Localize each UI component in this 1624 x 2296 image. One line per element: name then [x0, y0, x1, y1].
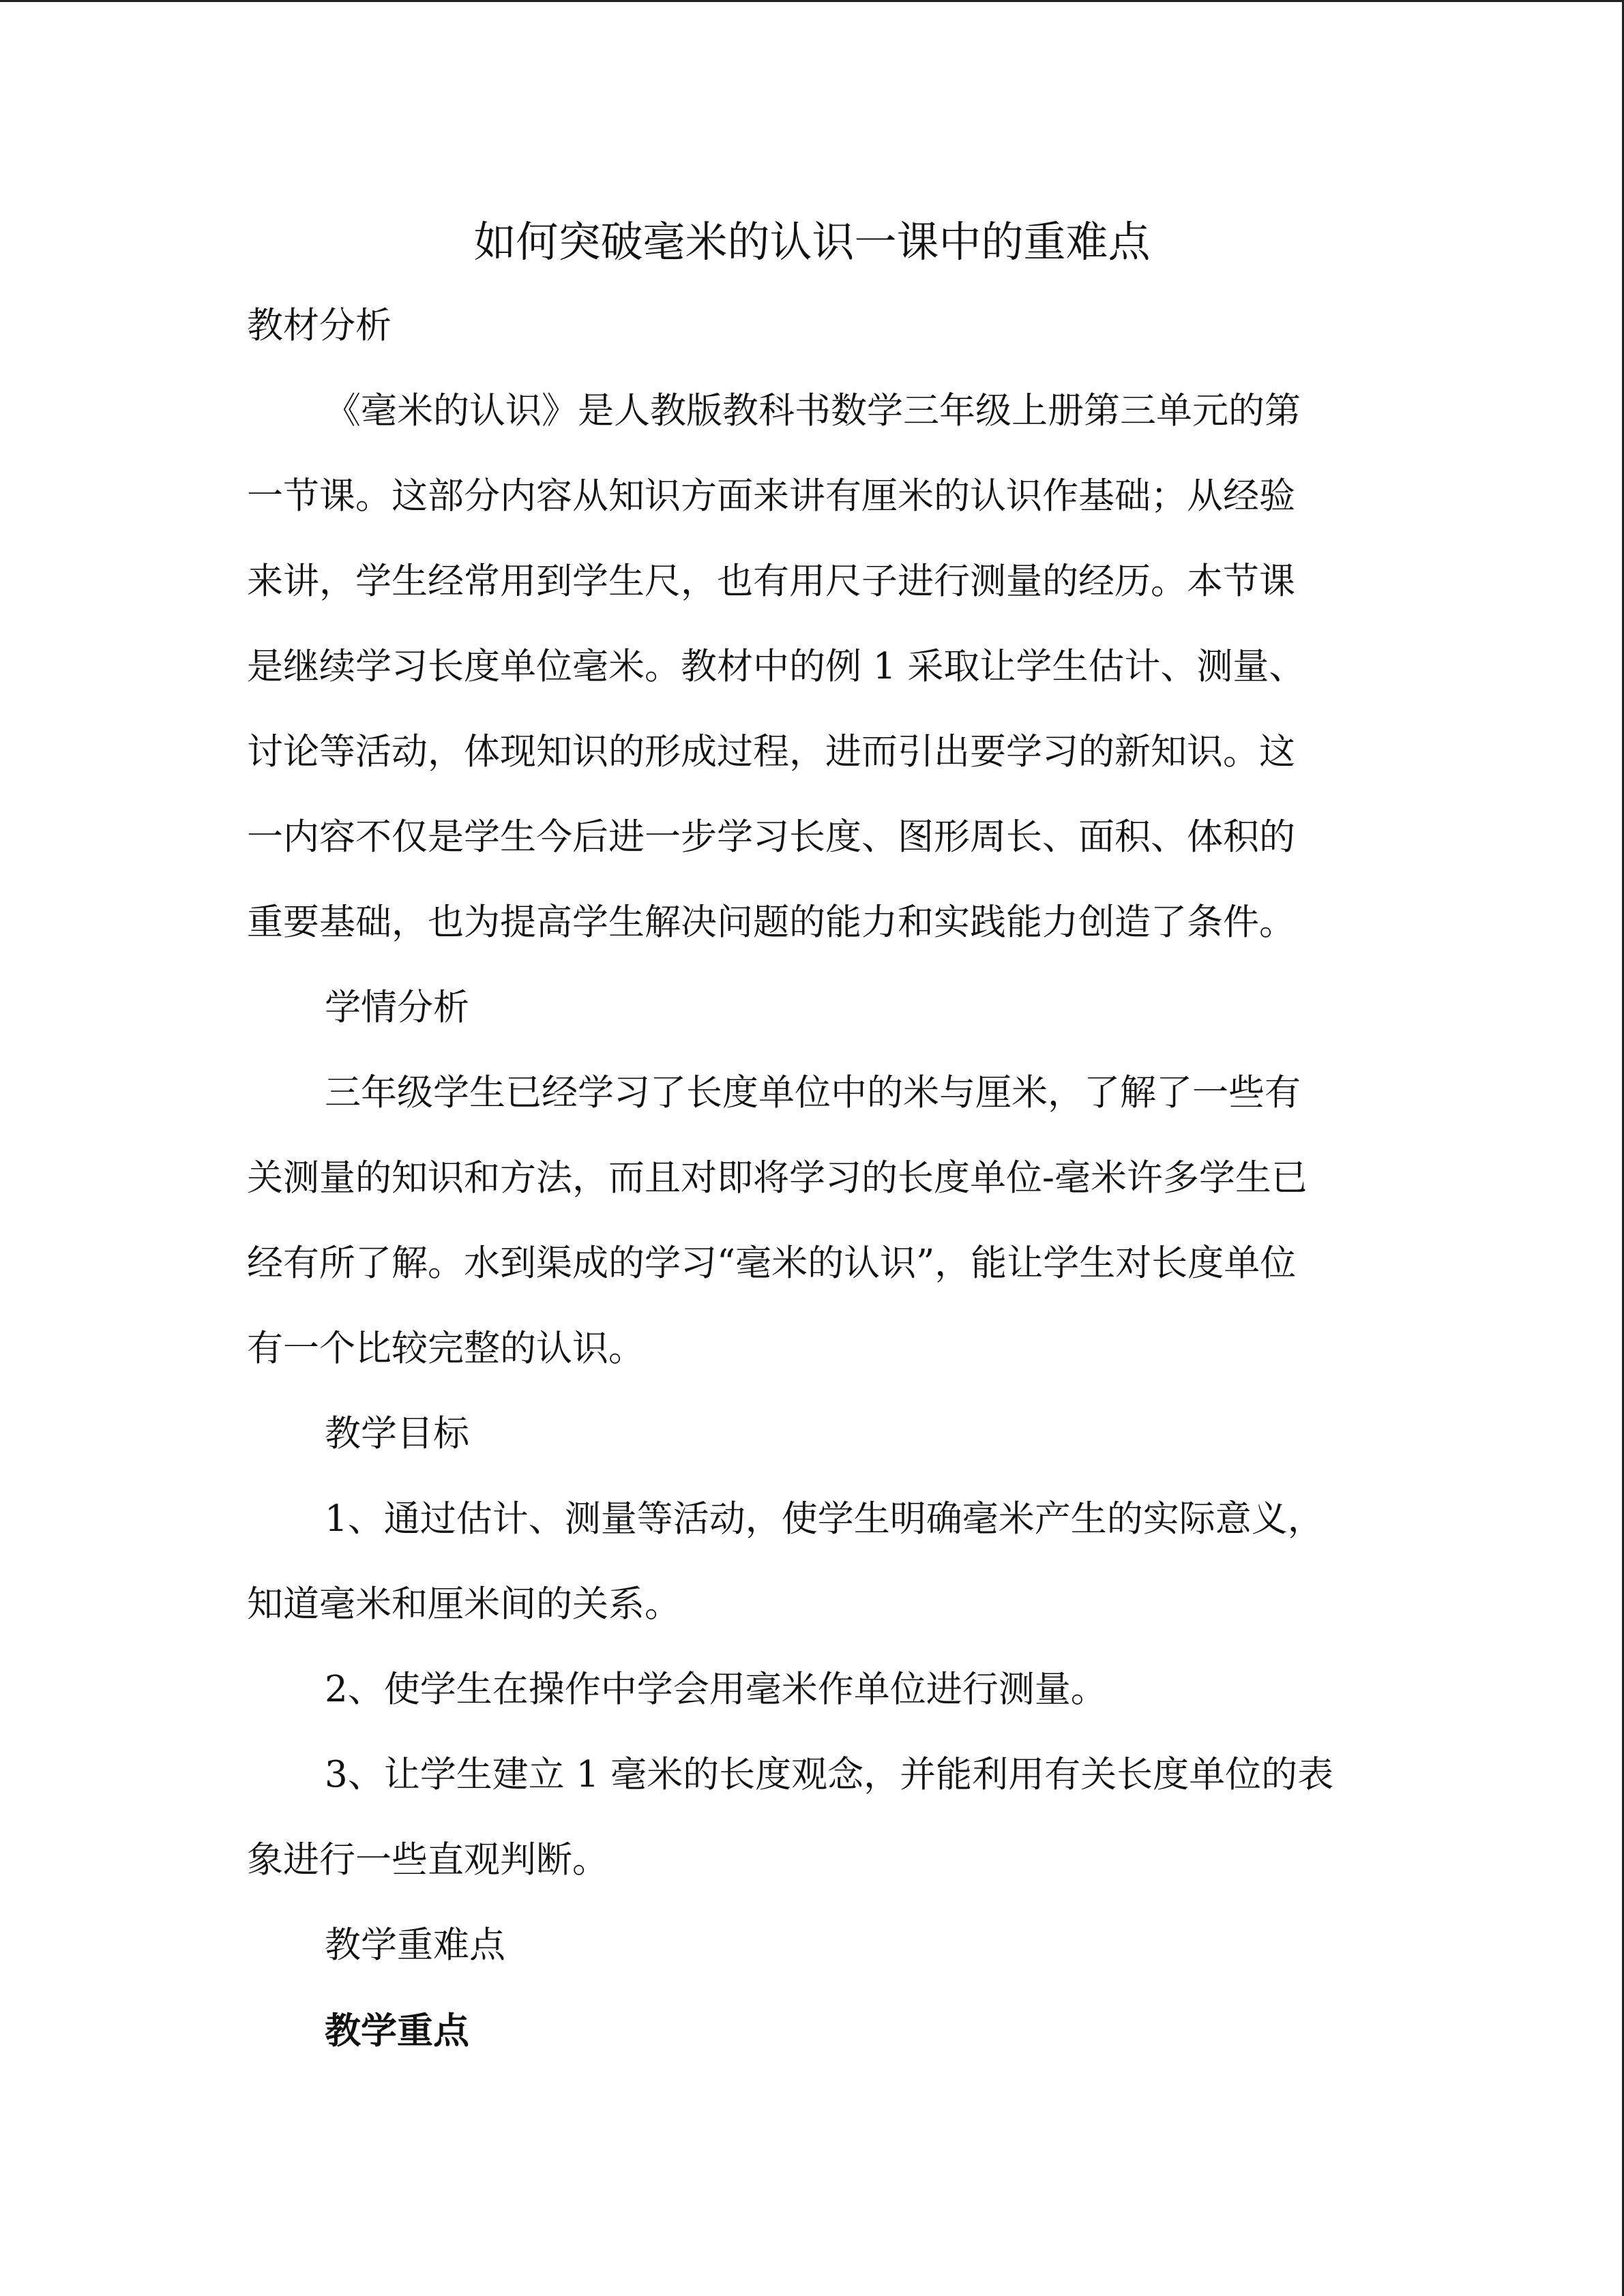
paragraph-line: 重要基础，也为提高学生解决问题的能力和实践能力创造了条件。: [247, 901, 1295, 943]
section-heading-student-analysis: 学情分析: [325, 987, 469, 1028]
paragraph-line: 一内容不仅是学生今后进一步学习长度、图形周长、面积、体积的: [247, 816, 1295, 858]
goal-item-continuation: 象进行一些直观判断。: [247, 1839, 608, 1881]
goal-item: 1、通过估计、测量等活动，使学生明确毫米产生的实际意义，: [325, 1498, 1324, 1540]
paragraph-line: 是继续学习长度单位毫米。教材中的例 1 采取让学生估计、测量、: [247, 646, 1305, 687]
paragraph-line: 关测量的知识和方法，而且对即将学习的长度单位-毫米许多学生已: [247, 1157, 1308, 1199]
section-heading-key-points: 教学重点: [325, 2010, 469, 2052]
paragraph-line: 有一个比较完整的认识。: [247, 1328, 645, 1369]
paragraph-line: 一节课。这部分内容从知识方面来讲有厘米的认识作基础；从经验: [247, 475, 1295, 517]
paragraph-line: 《毫米的认识》是人教版教科书数学三年级上册第三单元的第: [325, 390, 1301, 432]
goal-item-continuation: 知道毫米和厘米间的关系。: [247, 1583, 681, 1625]
section-heading-textbook-analysis: 教材分析: [247, 305, 392, 346]
document-title: 如何突破毫米的认识一课中的重难点: [473, 217, 1151, 267]
paragraph-line: 三年级学生已经学习了长度单位中的米与厘米，了解了一些有: [325, 1072, 1301, 1114]
goal-item: 3、让学生建立 1 毫米的长度观念，并能利用有关长度单位的表: [325, 1754, 1334, 1795]
paragraph-line: 来讲，学生经常用到学生尺，也有用尺子进行测量的经历。本节课: [247, 561, 1295, 602]
paragraph-line: 讨论等活动，体现知识的形成过程，进而引出要学习的新知识。这: [247, 731, 1295, 773]
goal-item: 2、使学生在操作中学会用毫米作单位进行测量。: [325, 1669, 1107, 1710]
paragraph-line: 经有所了解。水到渠成的学习“毫米的认识”，能让学生对长度单位: [247, 1242, 1297, 1284]
section-heading-teaching-goals: 教学目标: [325, 1413, 469, 1455]
section-heading-key-difficulties: 教学重难点: [325, 1924, 505, 1966]
